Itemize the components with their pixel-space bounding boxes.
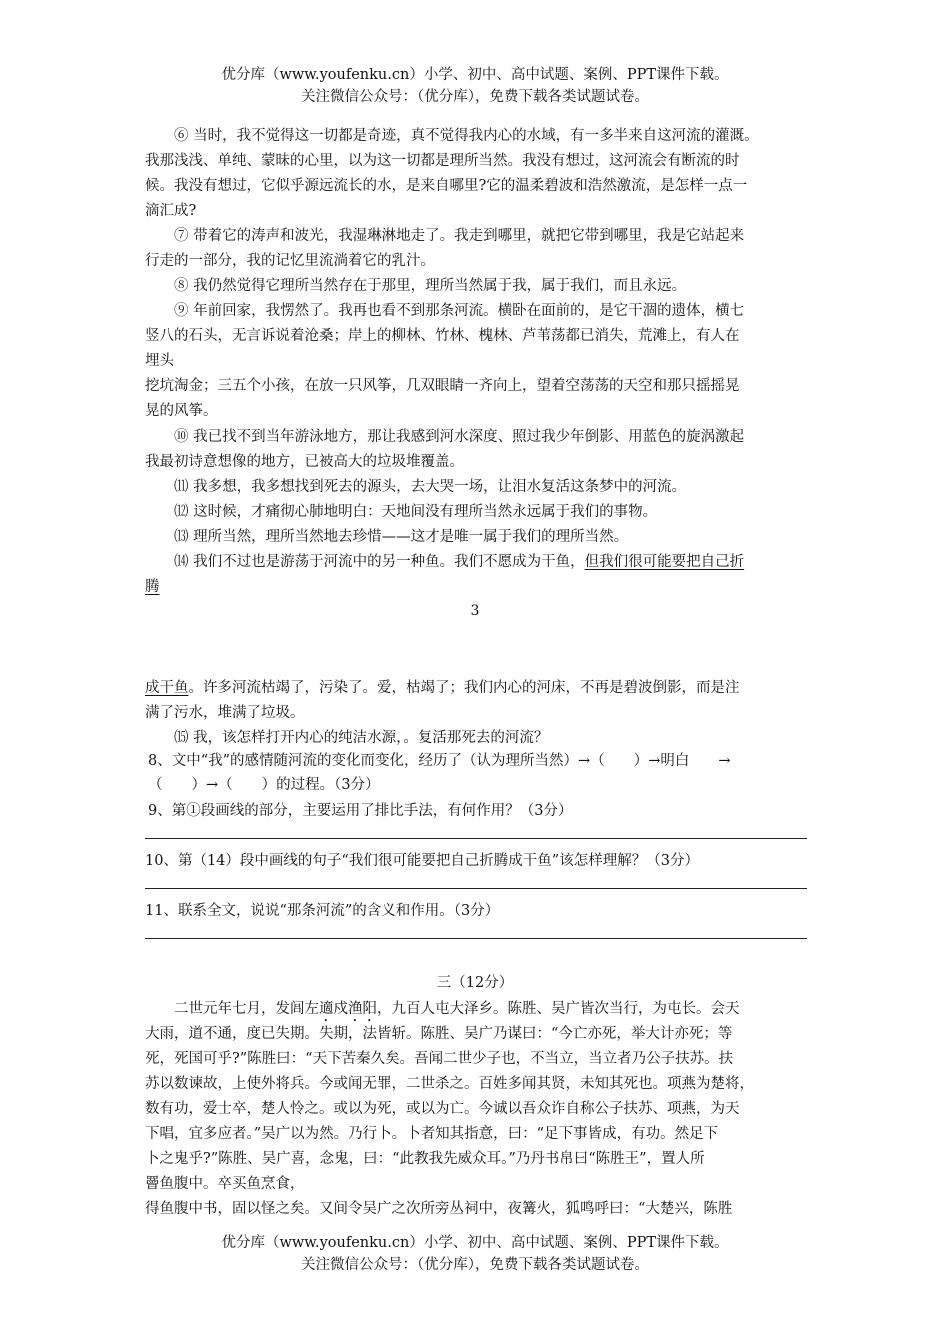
classical-text-line: 下唱，宜多应者。”吴广以为然。乃行卜。卜者知其指意，曰：“足下事皆成，有功。然足下 <box>145 1126 719 1142</box>
para-9-line: ⑨ 年前回家，我愣然了。我再也看不到那条河流。横卧在面前的，是它干涸的遗体，横七 <box>174 303 745 319</box>
question-8-line: （ ）→（ ）的过程。（3分） <box>148 777 380 793</box>
para-13: ⒀ 理所当然，理所当然地去珍惜——这才是唯一属于我们的理所当然。 <box>174 529 629 545</box>
footer-line-2: 关注微信公众号：（优分库），免费下载各类试题试卷。 <box>301 1257 649 1273</box>
dotted-word: 適 <box>319 1001 334 1017</box>
para-14-line: 满了污水，堆满了垃圾。 <box>145 705 305 721</box>
classical-text-span: 戍 <box>333 1001 348 1017</box>
classical-text-line: 大雨，道不通，度已失期。失期，法皆斩。陈胜、吴广乃谋曰：“今亡亦死，举大计亦死；等 <box>145 1026 733 1042</box>
underlined-sentence: 腾 <box>145 579 160 595</box>
answer-line[interactable] <box>145 838 807 839</box>
classical-text-line <box>145 997 810 1025</box>
para-14-line <box>145 550 810 574</box>
para-9-line: 晃的风筝。 <box>145 403 218 419</box>
question-8-line: 8、文中“我”的感情随河流的变化而变化，经历了（认为理所当然）→（ ）→明白 → <box>148 753 731 769</box>
para-14-text: ⒁ 我们不过也是游荡于河流中的另一种鱼。我们不愿成为干鱼， <box>174 554 585 570</box>
page-number: 3 <box>470 603 480 619</box>
para-7-line: 行走的一部分，我的记忆里流淌着它的乳汁。 <box>145 253 435 269</box>
para-10-line: 我最初诗意想像的地方，已被高大的垃圾堆覆盖。 <box>145 454 464 470</box>
classical-text-line: 卜之鬼乎?”陈胜、吴广喜，念鬼，曰：“此教我先威众耳。”乃丹书帛曰“陈胜王”，置人所 <box>145 1151 705 1167</box>
answer-line[interactable] <box>145 938 807 939</box>
classical-text-line: 数有功，爱士卒，楚人怜之。或以为死，或以为亡。今诚以吾众诈自称公子扶苏、项燕，为天 <box>145 1101 740 1117</box>
para-6-line: 候。我没有想过，它似乎源远流长的水，是来自哪里?它的温柔碧波和浩然激流，是怎样一点一 <box>145 178 748 194</box>
answer-line[interactable] <box>145 888 807 889</box>
para-7-line: ⑦ 带着它的涛声和波光，我湿琳淋地走了。我走到哪里，就把它带到哪里，我是它站起来 <box>174 228 745 244</box>
para-9-line: 埋头 <box>145 353 174 369</box>
classical-text-line: 死，死国可乎?”陈胜曰：“天下苦秦久矣。吾闻二世少子也，不当立，当立者乃公子扶苏。扶 <box>145 1051 734 1067</box>
dotted-word: 渔阳 <box>348 1001 377 1017</box>
para-14-text: 。许多河流枯竭了，污染了。爱，枯竭了；我们内心的河床，不再是碧波倒影，而是注 <box>188 680 740 696</box>
header-line-2: 关注微信公众号：（优分库），免费下载各类试题试卷。 <box>301 89 649 105</box>
para-6-line: ⑥ 当时，我不觉得这一切都是奇迹，真不觉得我内心的水域，有一多半来自这河流的灌溉。 <box>174 128 759 144</box>
para-6-line: 我那浅浅、单纯、蒙昧的心里，以为这一切都是理所当然。我没有想过，这河流会有断流的时 <box>145 153 740 169</box>
footer-line-1: 优分库（www.youfenku.cn）小学、初中、高中试题、案例、PPT课件下载。 <box>221 1235 729 1251</box>
para-11: ⑾ 我多想，我多想找到死去的源头，去大哭一场，让泪水复活这条梦中的河流。 <box>174 479 687 495</box>
para-10-line: ⑩ 我已找不到当年游泳地方，那让我感到河水深度、照过我少年倒影、用蓝色的旋涡激起 <box>174 429 745 445</box>
question-11: 11、联系全文，说说“那条河流”的含义和作用。（3分） <box>145 903 500 919</box>
header-line-1: 优分库（www.youfenku.cn）小学、初中、高中试题、案例、PPT课件下载。 <box>221 67 729 83</box>
para-12: ⑿ 这时候，才痛彻心肺地明白：天地间没有理所当然永远属于我们的事物。 <box>174 504 658 520</box>
para-9-line: 竖八的石头，无言诉说着沧桑；岸上的柳林、竹林、槐林、芦苇荡都已消失，荒滩上，有人在 <box>145 328 740 344</box>
underlined-sentence: 成干鱼 <box>145 680 189 696</box>
para-14-line <box>145 575 810 599</box>
classical-text-line: 得鱼腹中书，固以怪之矣。又间令吴广之次所旁丛祠中，夜篝火，狐鸣呼曰：“大楚兴，陈胜 <box>145 1201 733 1217</box>
para-8: ⑧ 我仍然觉得它理所当然存在于那里，理所当然属于我，属于我们，而且永远。 <box>174 278 687 294</box>
question-10: 10、第（14）段中画线的句子“我们很可能要把自己折腾成干鱼”该怎样理解？（3分） <box>145 853 699 869</box>
underlined-sentence: 但我们很可能要把自己折 <box>584 554 745 570</box>
classical-text-line: 罾鱼腹中。卒买鱼烹食， <box>145 1176 305 1192</box>
para-6-line: 滴汇成? <box>145 203 197 219</box>
classical-text-line: 苏以数谏故，上使外将兵。今或闻无罪，二世杀之。百姓多闻其贤，未知其死也。项燕为楚将， <box>145 1076 754 1092</box>
para-9-line: 挖坑淘金；三五个小孩，在放一只风筝，几双眼睛一齐向上，望着空荡荡的天空和那只摇摇晃 <box>145 378 740 394</box>
para-14-line <box>145 676 810 700</box>
question-9: 9、第①段画线的部分，主要运用了排比手法，有何作用？（3分） <box>148 803 573 819</box>
para-15: ⒂ 我，该怎样打开内心的纯洁水源，。复活那死去的河流？ <box>174 730 549 746</box>
classical-text-span: ，九百人屯大泽乡。陈胜、吴广皆次当行，为屯长。会天 <box>377 1001 740 1017</box>
section-3-title: 三（12分） <box>436 975 514 991</box>
classical-text-span: 二世元年七月，发闾左 <box>174 1001 319 1017</box>
